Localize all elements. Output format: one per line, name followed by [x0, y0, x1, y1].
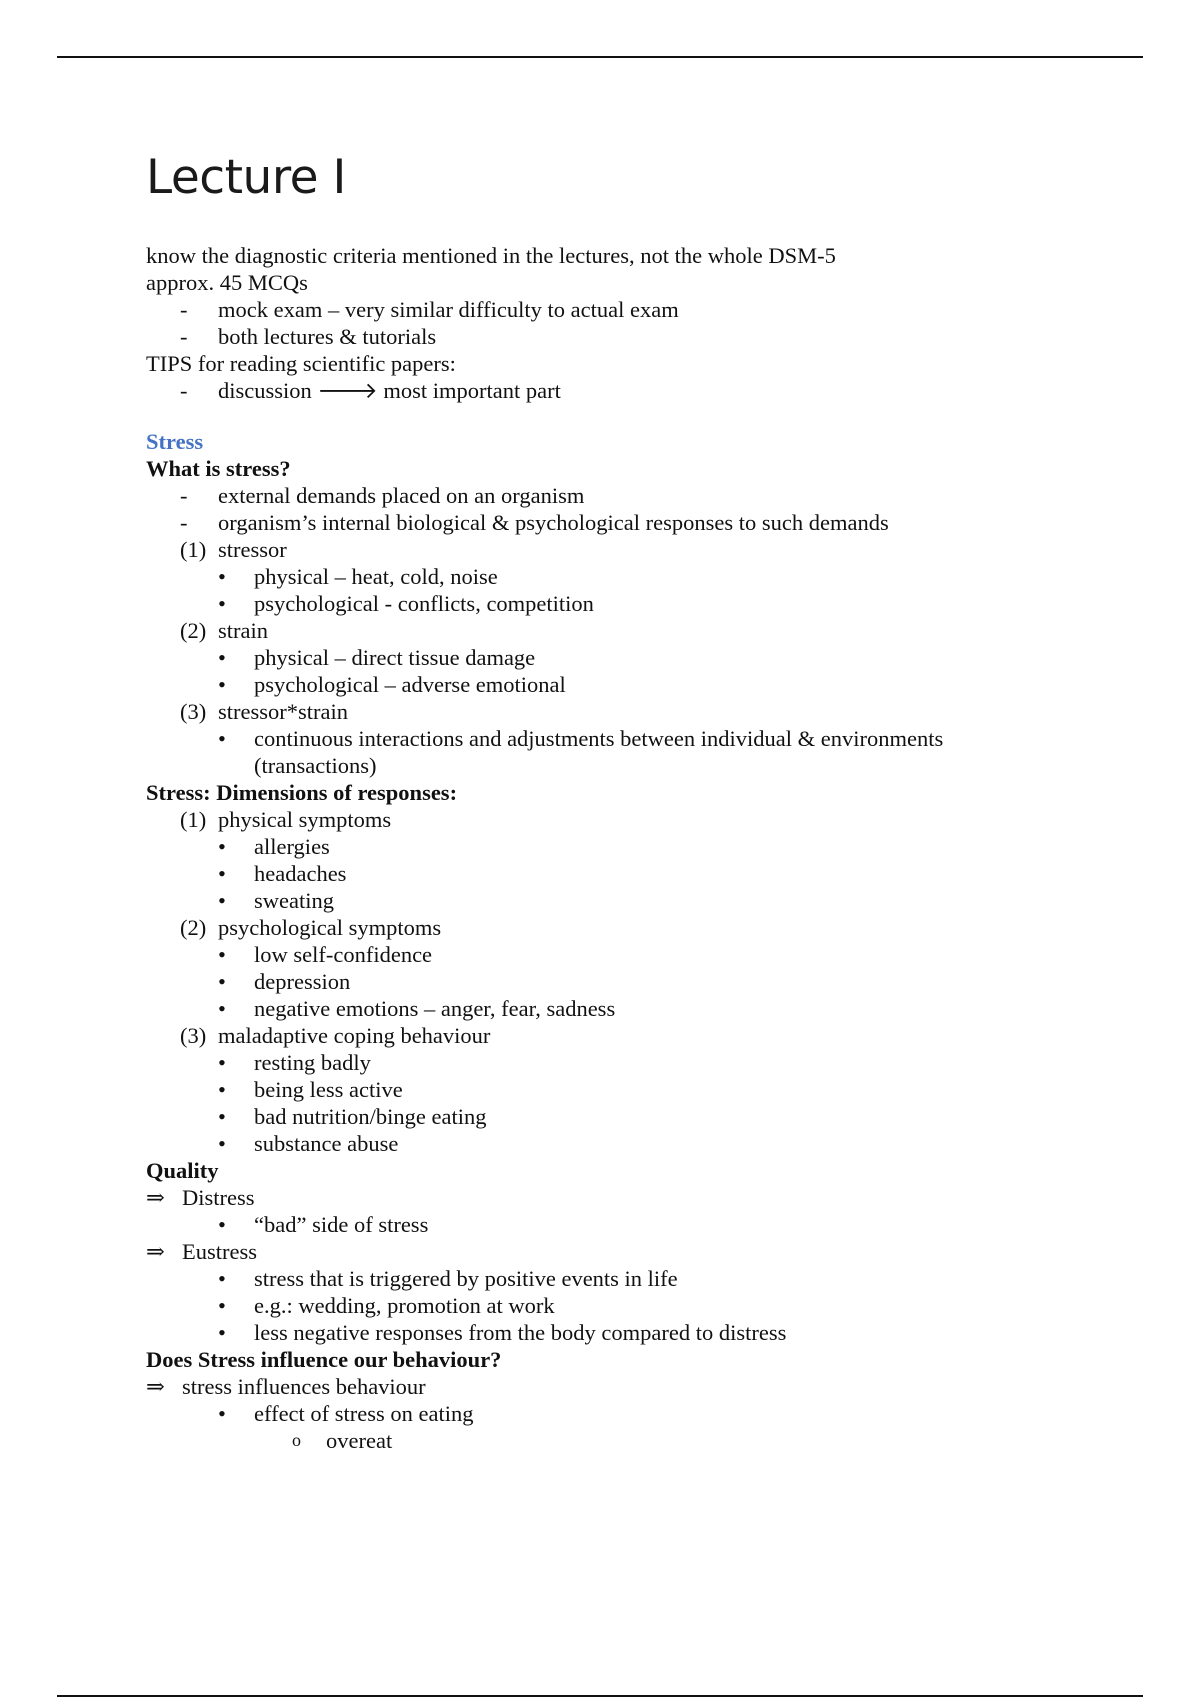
bullet-item: • psychological – adverse emotional: [218, 672, 566, 697]
bullet-item: • resting badly: [218, 1050, 371, 1075]
numbered-item: (2) strain: [180, 618, 268, 643]
arrow-item: ⇒ Distress: [146, 1185, 255, 1210]
numbered-item: (2) psychological symptoms: [180, 915, 442, 940]
numbered-item: (1) stressor: [180, 537, 287, 562]
arrow-item: ⇒ stress influences behaviour: [146, 1374, 426, 1399]
dash-item: - external demands placed on an organism: [180, 483, 585, 508]
subheading: Quality: [146, 1158, 219, 1183]
bottom-rule: [57, 1695, 1143, 1697]
numbered-item: (3) maladaptive coping behaviour: [180, 1023, 491, 1048]
bullet-item: • low self-confidence: [218, 942, 433, 967]
arrow-item: ⇒ Eustress: [146, 1239, 257, 1264]
top-rule: [57, 56, 1143, 58]
bullet-item: • negative emotions – anger, fear, sadness: [218, 996, 616, 1021]
subheading: Does Stress influence our behaviour?: [146, 1347, 502, 1372]
bullet-item: • allergies: [218, 834, 330, 859]
bullet-item: • psychological - conflicts, competition: [218, 591, 594, 616]
bullet-item: • e.g.: wedding, promotion at work: [218, 1293, 555, 1318]
sub-bullet-item: o overeat: [292, 1428, 393, 1453]
tips-label: TIPS for reading scientific papers:: [146, 351, 456, 376]
numbered-item: (3) stressor*strain: [180, 699, 348, 724]
bullet-item: • less negative responses from the body compared to distress: [218, 1320, 787, 1345]
subheading: What is stress?: [146, 456, 291, 481]
bullet-item: • substance abuse: [218, 1131, 399, 1156]
bullet-item: • stress that is triggered by positive events in life: [218, 1266, 678, 1291]
bullet-item: • bad nutrition/binge eating: [218, 1104, 487, 1129]
bullet-item: • physical – heat, cold, noise: [218, 564, 498, 589]
bullet-item: • “bad” side of stress: [218, 1212, 429, 1237]
bullet-item: • being less active: [218, 1077, 403, 1102]
page-title: Lecture I: [146, 150, 346, 205]
dash-item: - discussion 🡒 most important part: [180, 378, 561, 403]
dash-item: - mock exam – very similar difficulty to actual exam: [180, 297, 679, 322]
dash-item: - both lectures & tutorials: [180, 324, 437, 349]
numbered-item: (1) physical symptoms: [180, 807, 392, 832]
bullet-item: • continuous interactions and adjustments between individual & environments (transactions): [218, 726, 944, 778]
bullet-item: • sweating: [218, 888, 334, 913]
bullet-item: • physical – direct tissue damage: [218, 645, 536, 670]
bullet-item: • depression: [218, 969, 351, 994]
intro-line: approx. 45 MCQs: [146, 270, 308, 295]
dash-item: - organism’s internal biological & psychological responses to such demands: [180, 510, 889, 535]
intro-line: know the diagnostic criteria mentioned in the lectures, not the whole DSM-5: [146, 243, 836, 268]
subheading: Stress: Dimensions of responses:: [146, 780, 458, 805]
section-heading-stress: Stress: [146, 429, 204, 454]
bullet-item: • headaches: [218, 861, 347, 886]
document-body: [146, 242, 1046, 1454]
bullet-item: • effect of stress on eating: [218, 1401, 474, 1426]
